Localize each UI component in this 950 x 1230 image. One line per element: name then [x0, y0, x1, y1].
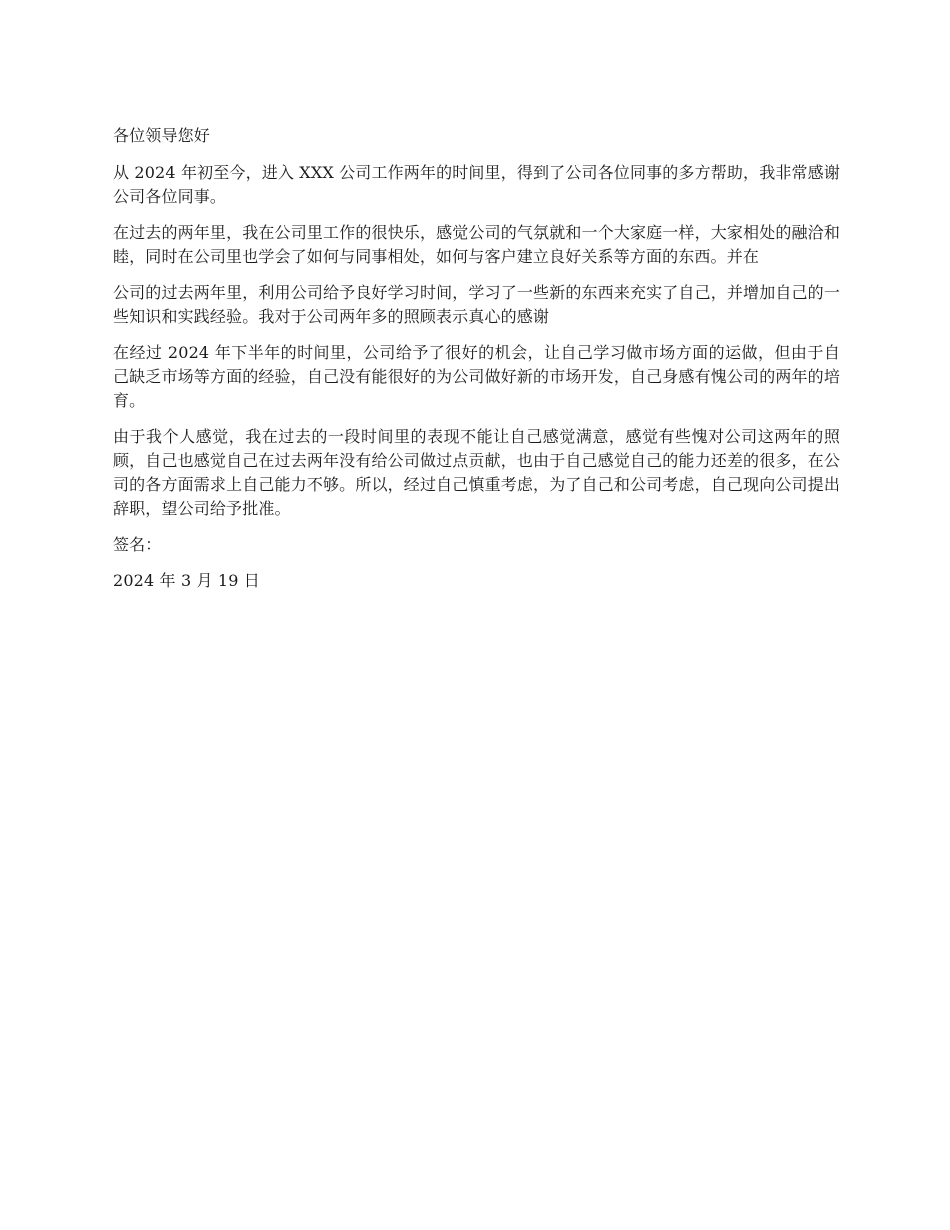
signature-label: 签名：	[113, 535, 162, 554]
letter-greeting: 各位领导您好	[113, 126, 210, 145]
paragraph-resignation-reason: 由于我个人感觉，我在过去的一段时间里的表现不能让自己感觉满意，感觉有些愧对公司这两年的照顾，自己也感觉自己在过去两年没有给公司做过点贡献，也由于自己感觉自己的能力还差的很多，在公司的各方面需求上自己能力不够。所以，经过自己慎重考虑，为了自己和公司考虑，自己现向公司提出辞职，望公司给予批准。	[113, 427, 840, 518]
paragraph-market-work: 在经过 2024 年下半年的时间里，公司给予了很好的机会，让自己学习做市场方面的运做，但由于自己缺乏市场等方面的经验，自己没有能很好的为公司做好新的市场开发，自己身感有愧公司的两年的培育。	[113, 343, 840, 410]
paragraph-gratitude: 从 2024 年初至今，进入 XXX 公司工作两年的时间里，得到了公司各位同事的多方帮助，我非常感谢公司各位同事。	[113, 163, 840, 206]
letter-date: 2024 年 3 月 19 日	[113, 571, 260, 590]
paragraph-learning: 公司的过去两年里，利用公司给予良好学习时间，学习了一些新的东西来充实了自己，并增加自己的一些知识和实践经验。我对于公司两年多的照顾表示真心的感谢	[113, 283, 840, 326]
resignation-letter	[113, 124, 840, 605]
paragraph-work-experience: 在过去的两年里，我在公司里工作的很快乐，感觉公司的气氛就和一个大家庭一样，大家相处的融洽和睦，同时在公司里也学会了如何与同事相处，如何与客户建立良好关系等方面的东西。并在	[113, 223, 840, 266]
